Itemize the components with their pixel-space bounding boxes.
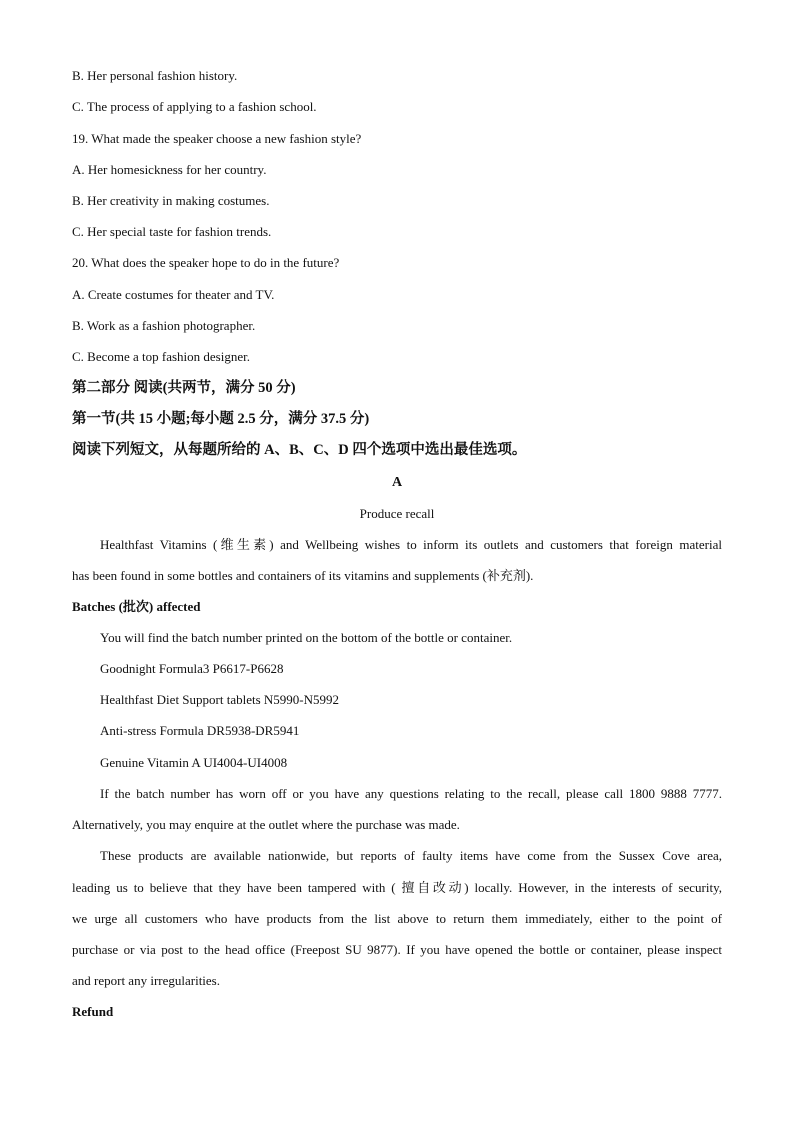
security-line-4: purchase or via post to the head office (Freepost SU 9877). If you have opened the bottle or container, please inspect	[72, 942, 722, 957]
q18-option-c: C. The process of applying to a fashion school.	[72, 99, 317, 114]
refund-heading: Refund	[72, 1004, 114, 1019]
contact-line-2: Alternatively, you may enquire at the outlet where the purchase was made.	[72, 817, 460, 832]
batch-item: Anti-stress Formula DR5938-DR5941	[100, 723, 300, 738]
intro-line-1: Healthfast Vitamins (维生素) and Wellbeing wishes to inform its outlets and customers that foreign material	[100, 537, 722, 552]
q20-option-b: B. Work as a fashion photographer.	[72, 318, 256, 333]
passage-letter: A	[391, 475, 403, 490]
security-line-3: we urge all customers who have products from the list above to return them immediately, either to the point of	[72, 911, 722, 926]
q20-option-c: C. Become a top fashion designer.	[72, 349, 250, 364]
security-line-5: and report any irregularities.	[72, 973, 220, 988]
q19-option-b: B. Her creativity in making costumes.	[72, 193, 270, 208]
q20-option-a: A. Create costumes for theater and TV.	[72, 287, 275, 302]
batch-item: Genuine Vitamin A UI4004-UI4008	[100, 755, 288, 770]
reading-part-title: 第二部分 阅读(共两节，满分 50 分)	[72, 380, 296, 396]
reading-instruction: 阅读下列短文，从每题所给的 A、B、C、D 四个选项中选出最佳选项。	[72, 442, 527, 458]
batches-note: You will find the batch number printed on the bottom of the bottle or container.	[100, 630, 513, 645]
batch-item: Healthfast Diet Support tablets N5990-N5992	[100, 692, 340, 707]
contact-line-1: If the batch number has worn off or you have any questions relating to the recall, please call 1800 9888 7777.	[100, 786, 722, 801]
intro-line-2: has been found in some bottles and containers of its vitamins and supplements (补充剂).	[72, 568, 534, 583]
batches-heading: Batches (批次) affected	[72, 599, 201, 614]
security-line-1: These products are available nationwide, but reports of faulty items have come from the Sussex Cove area,	[100, 848, 722, 863]
passage-title: Produce recall	[359, 506, 435, 521]
q19-question: 19. What made the speaker choose a new fashion style?	[72, 131, 362, 146]
batch-item: Goodnight Formula3 P6617-P6628	[100, 661, 284, 676]
q20-question: 20. What does the speaker hope to do in the future?	[72, 255, 340, 270]
q19-option-a: A. Her homesickness for her country.	[72, 162, 267, 177]
reading-section-title: 第一节(共 15 小题;每小题 2.5 分，满分 37.5 分)	[72, 411, 370, 427]
security-line-2: leading us to believe that they have been tampered with ( 擅自改动) locally. However, in the interests of security,	[72, 880, 722, 895]
q18-option-b: B. Her personal fashion history.	[72, 68, 238, 83]
q19-option-c: C. Her special taste for fashion trends.	[72, 224, 272, 239]
